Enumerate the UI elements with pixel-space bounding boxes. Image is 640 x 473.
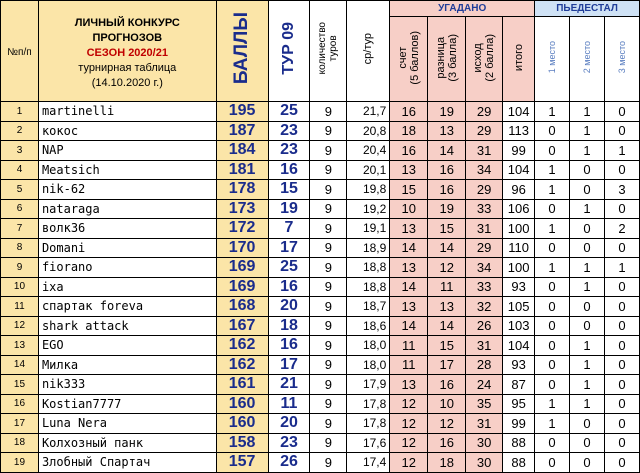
player-name: Luna Nera [38, 414, 216, 434]
tour-points: 25 [268, 258, 310, 278]
guessed-score: 13 [390, 258, 428, 278]
place-2-count: 1 [570, 258, 605, 278]
row-number: 1 [1, 102, 39, 122]
row-number: 17 [1, 414, 39, 434]
guessed-score: 13 [390, 375, 428, 395]
header-difference: разница (3 балла) [428, 17, 466, 102]
tour-count: 9 [310, 121, 347, 141]
guessed-outcome: 28 [466, 355, 503, 375]
points: 167 [216, 316, 268, 336]
guessed-difference: 17 [428, 355, 466, 375]
place-2-count: 0 [570, 433, 605, 453]
tour-count: 9 [310, 316, 347, 336]
points: 172 [216, 219, 268, 239]
place-1-count: 0 [535, 121, 570, 141]
place-3-count: 0 [604, 238, 639, 258]
place-2-count: 1 [570, 336, 605, 356]
tour-points: 19 [268, 199, 310, 219]
table-row [1, 433, 640, 453]
header-average: ср/тур [347, 1, 390, 102]
place-3-count: 0 [604, 277, 639, 297]
guessed-outcome: 33 [466, 277, 503, 297]
header-score: счет (5 баллов) [390, 17, 428, 102]
points: 187 [216, 121, 268, 141]
place-3-count: 0 [604, 375, 639, 395]
guessed-outcome: 31 [466, 336, 503, 356]
tour-count: 9 [310, 102, 347, 122]
guessed-score: 16 [390, 102, 428, 122]
tour-points: 23 [268, 433, 310, 453]
place-1-count: 1 [535, 160, 570, 180]
average-per-tour: 18,6 [347, 316, 390, 336]
tour-count: 9 [310, 394, 347, 414]
place-2-count: 0 [570, 180, 605, 200]
average-per-tour: 17,8 [347, 394, 390, 414]
place-1-count: 1 [535, 258, 570, 278]
row-number: 10 [1, 277, 39, 297]
place-3-count: 0 [604, 453, 639, 473]
average-per-tour: 21,7 [347, 102, 390, 122]
guessed-total: 113 [503, 121, 535, 141]
tour-points: 23 [268, 141, 310, 161]
guessed-outcome: 33 [466, 199, 503, 219]
tour-count: 9 [310, 180, 347, 200]
table-row [1, 355, 640, 375]
place-1-count: 0 [535, 316, 570, 336]
table-row [1, 238, 640, 258]
place-2-count: 0 [570, 238, 605, 258]
standings-body [1, 102, 640, 473]
points: 178 [216, 180, 268, 200]
guessed-difference: 11 [428, 277, 466, 297]
table-row [1, 180, 640, 200]
guessed-difference: 14 [428, 238, 466, 258]
guessed-total: 106 [503, 199, 535, 219]
guessed-difference: 16 [428, 433, 466, 453]
tour-count: 9 [310, 297, 347, 317]
place-2-count: 1 [570, 141, 605, 161]
guessed-total: 105 [503, 297, 535, 317]
points: 161 [216, 375, 268, 395]
guessed-outcome: 29 [466, 180, 503, 200]
place-1-count: 0 [535, 297, 570, 317]
average-per-tour: 18,0 [347, 336, 390, 356]
guessed-total: 88 [503, 453, 535, 473]
table-row [1, 297, 640, 317]
guessed-outcome: 30 [466, 453, 503, 473]
player-name: кокос [38, 121, 216, 141]
points: 181 [216, 160, 268, 180]
guessed-difference: 13 [428, 297, 466, 317]
tour-count: 9 [310, 414, 347, 434]
row-number: 8 [1, 238, 39, 258]
title-line-2: ПРОГНОЗОВ [92, 31, 163, 44]
guessed-outcome: 31 [466, 141, 503, 161]
guessed-score: 12 [390, 414, 428, 434]
guessed-total: 96 [503, 180, 535, 200]
guessed-difference: 15 [428, 219, 466, 239]
guessed-group-header: УГАДАНО [390, 1, 535, 17]
table-row [1, 121, 640, 141]
player-name: EGO [38, 336, 216, 356]
points: 170 [216, 238, 268, 258]
points: 169 [216, 258, 268, 278]
guessed-total: 99 [503, 414, 535, 434]
place-2-count: 1 [570, 121, 605, 141]
tour-count: 9 [310, 258, 347, 278]
place-3-count: 0 [604, 199, 639, 219]
tour-count: 9 [310, 355, 347, 375]
tour-count: 9 [310, 336, 347, 356]
guessed-outcome: 24 [466, 375, 503, 395]
place-1-count: 0 [535, 336, 570, 356]
guessed-total: 100 [503, 219, 535, 239]
guessed-score: 14 [390, 238, 428, 258]
place-1-count: 0 [535, 277, 570, 297]
season-label: СЕЗОН 2020/21 [86, 46, 168, 59]
row-number: 12 [1, 316, 39, 336]
player-name: ixa [38, 277, 216, 297]
average-per-tour: 19,1 [347, 219, 390, 239]
table-row [1, 453, 640, 473]
average-per-tour: 20,8 [347, 121, 390, 141]
table-date: (14.10.2020 г.) [91, 76, 163, 89]
place-2-count: 0 [570, 316, 605, 336]
tour-count: 9 [310, 277, 347, 297]
player-name: Domani [38, 238, 216, 258]
guessed-total: 99 [503, 141, 535, 161]
player-name: fiorano [38, 258, 216, 278]
place-3-count: 0 [604, 297, 639, 317]
table-row [1, 336, 640, 356]
header-total: итого [503, 17, 535, 102]
place-3-count: 0 [604, 102, 639, 122]
row-number: 2 [1, 121, 39, 141]
player-name: shark attack [38, 316, 216, 336]
guessed-score: 14 [390, 277, 428, 297]
place-2-count: 1 [570, 394, 605, 414]
place-1-count: 0 [535, 355, 570, 375]
place-3-count: 0 [604, 414, 639, 434]
place-2-count: 1 [570, 199, 605, 219]
header-number: №п/п [1, 1, 39, 102]
table-row [1, 102, 640, 122]
tour-points: 7 [268, 219, 310, 239]
row-number: 6 [1, 199, 39, 219]
place-2-count: 1 [570, 375, 605, 395]
guessed-outcome: 26 [466, 316, 503, 336]
guessed-score: 14 [390, 316, 428, 336]
points: 160 [216, 414, 268, 434]
guessed-outcome: 32 [466, 297, 503, 317]
tour-points: 21 [268, 375, 310, 395]
guessed-score: 13 [390, 219, 428, 239]
guessed-score: 15 [390, 180, 428, 200]
place-3-count: 1 [604, 141, 639, 161]
place-3-count: 3 [604, 180, 639, 200]
points: 168 [216, 297, 268, 317]
guessed-outcome: 34 [466, 258, 503, 278]
place-1-count: 1 [535, 102, 570, 122]
guessed-score: 12 [390, 433, 428, 453]
player-name: Meatsich [38, 160, 216, 180]
row-number: 19 [1, 453, 39, 473]
row-number: 5 [1, 180, 39, 200]
table-row [1, 160, 640, 180]
row-number: 13 [1, 336, 39, 356]
average-per-tour: 18,9 [347, 238, 390, 258]
player-name: спартак foreva [38, 297, 216, 317]
guessed-difference: 13 [428, 121, 466, 141]
points: 184 [216, 141, 268, 161]
guessed-difference: 19 [428, 199, 466, 219]
place-1-count: 0 [535, 453, 570, 473]
guessed-difference: 10 [428, 394, 466, 414]
place-3-count: 1 [604, 258, 639, 278]
tour-points: 11 [268, 394, 310, 414]
points: 162 [216, 336, 268, 356]
average-per-tour: 18,7 [347, 297, 390, 317]
guessed-total: 93 [503, 277, 535, 297]
guessed-total: 93 [503, 355, 535, 375]
guessed-score: 11 [390, 336, 428, 356]
guessed-difference: 16 [428, 160, 466, 180]
guessed-score: 11 [390, 355, 428, 375]
place-1-count: 0 [535, 433, 570, 453]
header-place-3: 3 место [604, 17, 639, 102]
points: 195 [216, 102, 268, 122]
guessed-score: 13 [390, 160, 428, 180]
guessed-outcome: 31 [466, 414, 503, 434]
average-per-tour: 20,4 [347, 141, 390, 161]
row-number: 18 [1, 433, 39, 453]
average-per-tour: 17,4 [347, 453, 390, 473]
guessed-difference: 18 [428, 453, 466, 473]
player-name: Злобный Спартач [38, 453, 216, 473]
guessed-difference: 12 [428, 414, 466, 434]
place-1-count: 1 [535, 219, 570, 239]
tour-points: 25 [268, 102, 310, 122]
average-per-tour: 17,9 [347, 375, 390, 395]
player-name: NAP [38, 141, 216, 161]
place-2-count: 0 [570, 297, 605, 317]
place-3-count: 0 [604, 316, 639, 336]
guessed-score: 16 [390, 141, 428, 161]
header-outcome: исход (2 балла) [466, 17, 503, 102]
tour-count: 9 [310, 219, 347, 239]
guessed-total: 103 [503, 316, 535, 336]
guessed-difference: 16 [428, 180, 466, 200]
player-name: nataraga [38, 199, 216, 219]
guessed-total: 104 [503, 102, 535, 122]
guessed-outcome: 29 [466, 238, 503, 258]
table-row [1, 141, 640, 161]
place-2-count: 0 [570, 453, 605, 473]
place-1-count: 0 [535, 238, 570, 258]
podium-group-header: ПЬЕДЕСТАЛ [535, 1, 640, 17]
place-3-count: 0 [604, 121, 639, 141]
place-1-count: 1 [535, 414, 570, 434]
header-points: БАЛЛЫ [216, 1, 268, 102]
player-name: Милка [38, 355, 216, 375]
guessed-total: 88 [503, 433, 535, 453]
place-3-count: 0 [604, 160, 639, 180]
tour-points: 17 [268, 355, 310, 375]
guessed-total: 104 [503, 160, 535, 180]
tour-count: 9 [310, 433, 347, 453]
tour-points: 26 [268, 453, 310, 473]
guessed-difference: 14 [428, 141, 466, 161]
place-3-count: 2 [604, 219, 639, 239]
guessed-score: 18 [390, 121, 428, 141]
row-number: 11 [1, 297, 39, 317]
place-1-count: 1 [535, 394, 570, 414]
tour-points: 16 [268, 336, 310, 356]
points: 160 [216, 394, 268, 414]
guessed-outcome: 35 [466, 394, 503, 414]
header-tour: ТУР 09 [268, 1, 310, 102]
tour-count: 9 [310, 199, 347, 219]
tour-count: 9 [310, 160, 347, 180]
header-place-1: 1 место [535, 17, 570, 102]
row-number: 7 [1, 219, 39, 239]
guessed-difference: 14 [428, 316, 466, 336]
row-number: 3 [1, 141, 39, 161]
guessed-score: 12 [390, 394, 428, 414]
place-2-count: 0 [570, 414, 605, 434]
header-tour-count: количество туров [310, 1, 347, 102]
tour-count: 9 [310, 375, 347, 395]
points: 169 [216, 277, 268, 297]
place-3-count: 0 [604, 355, 639, 375]
place-2-count: 0 [570, 160, 605, 180]
guessed-score: 13 [390, 297, 428, 317]
place-1-count: 0 [535, 199, 570, 219]
points: 157 [216, 453, 268, 473]
place-1-count: 0 [535, 375, 570, 395]
place-3-count: 0 [604, 336, 639, 356]
title-cell [38, 1, 216, 102]
place-2-count: 1 [570, 102, 605, 122]
tour-count: 9 [310, 238, 347, 258]
guessed-total: 87 [503, 375, 535, 395]
average-per-tour: 19,8 [347, 180, 390, 200]
guessed-total: 100 [503, 258, 535, 278]
tour-points: 20 [268, 297, 310, 317]
points: 173 [216, 199, 268, 219]
guessed-difference: 12 [428, 258, 466, 278]
place-2-count: 1 [570, 355, 605, 375]
average-per-tour: 19,2 [347, 199, 390, 219]
row-number: 9 [1, 258, 39, 278]
average-per-tour: 18,8 [347, 258, 390, 278]
average-per-tour: 17,8 [347, 414, 390, 434]
guessed-total: 104 [503, 336, 535, 356]
player-name: nik-62 [38, 180, 216, 200]
tour-count: 9 [310, 453, 347, 473]
average-per-tour: 18,8 [347, 277, 390, 297]
guessed-total: 110 [503, 238, 535, 258]
player-name: martinelli [38, 102, 216, 122]
row-number: 14 [1, 355, 39, 375]
average-per-tour: 18,0 [347, 355, 390, 375]
tour-points: 15 [268, 180, 310, 200]
guessed-difference: 19 [428, 102, 466, 122]
place-1-count: 0 [535, 141, 570, 161]
place-2-count: 0 [570, 219, 605, 239]
place-3-count: 0 [604, 394, 639, 414]
player-name: волк36 [38, 219, 216, 239]
player-name: Kostian7777 [38, 394, 216, 414]
guessed-score: 10 [390, 199, 428, 219]
row-number: 4 [1, 160, 39, 180]
table-row [1, 394, 640, 414]
row-number: 15 [1, 375, 39, 395]
points: 162 [216, 355, 268, 375]
guessed-difference: 15 [428, 336, 466, 356]
table-row [1, 219, 640, 239]
tour-points: 18 [268, 316, 310, 336]
place-2-count: 1 [570, 277, 605, 297]
table-row [1, 199, 640, 219]
place-1-count: 1 [535, 180, 570, 200]
guessed-outcome: 31 [466, 219, 503, 239]
table-subtitle: турнирная таблица [78, 61, 177, 74]
tour-points: 16 [268, 160, 310, 180]
tour-count: 9 [310, 141, 347, 161]
table-row [1, 414, 640, 434]
player-name: Колхозный панк [38, 433, 216, 453]
points: 158 [216, 433, 268, 453]
guessed-difference: 16 [428, 375, 466, 395]
guessed-outcome: 29 [466, 102, 503, 122]
row-number: 16 [1, 394, 39, 414]
tour-points: 23 [268, 121, 310, 141]
guessed-outcome: 29 [466, 121, 503, 141]
table-row [1, 277, 640, 297]
guessed-total: 95 [503, 394, 535, 414]
tour-points: 17 [268, 238, 310, 258]
guessed-outcome: 30 [466, 433, 503, 453]
tour-points: 20 [268, 414, 310, 434]
average-per-tour: 17,6 [347, 433, 390, 453]
guessed-score: 12 [390, 453, 428, 473]
guessed-outcome: 34 [466, 160, 503, 180]
place-3-count: 0 [604, 433, 639, 453]
table-row [1, 258, 640, 278]
average-per-tour: 20,1 [347, 160, 390, 180]
title-line-1: ЛИЧНЫЙ КОНКУРС [74, 16, 180, 29]
table-row [1, 316, 640, 336]
header-place-2: 2 место [570, 17, 605, 102]
player-name: nik333 [38, 375, 216, 395]
table-row [1, 375, 640, 395]
tour-points: 16 [268, 277, 310, 297]
